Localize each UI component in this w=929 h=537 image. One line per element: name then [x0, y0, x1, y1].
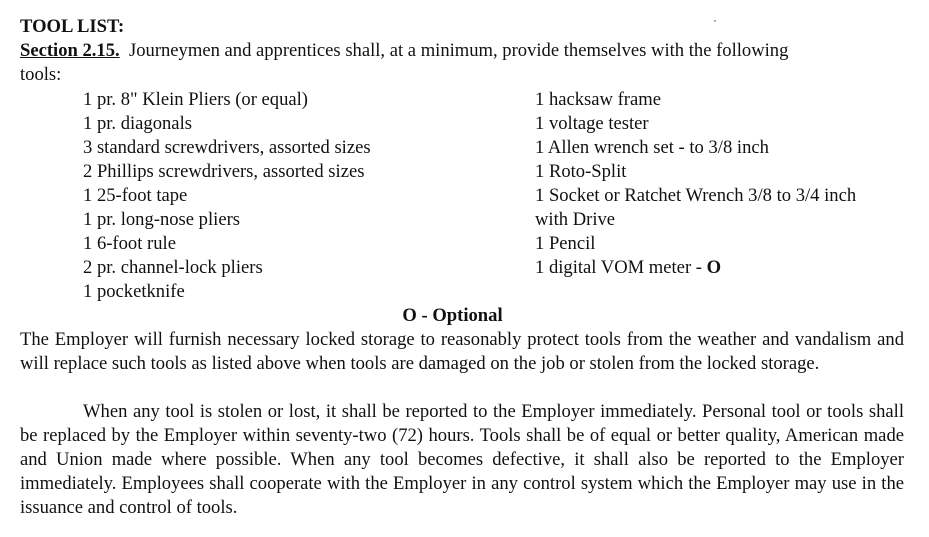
list-item: with Drive	[535, 209, 616, 230]
list-item: 1 Socket or Ratchet Wrench 3/8 to 3/4 inch	[535, 185, 857, 206]
list-item-optional	[535, 256, 856, 280]
storage-paragraph: The Employer will furnish necessary locked storage to reasonably protect tools from the weather and vandalism and will replace such tools as listed above when tools are damaged on the job or stolen from the locked storage.	[20, 329, 904, 374]
tool-list-heading: TOOL LIST:	[20, 16, 125, 37]
section-label: Section 2.15.	[20, 40, 120, 61]
scan-speck	[714, 20, 716, 22]
list-item: 1 hacksaw frame	[535, 89, 661, 110]
list-item: 1 Roto-Split	[535, 161, 627, 182]
optional-legend	[0, 304, 929, 328]
section-text: Journeymen and apprentices shall, at a minimum, provide themselves with the following	[128, 40, 789, 61]
list-item: 2 pr. channel-lock pliers	[83, 257, 263, 278]
list-item: 1 6-foot rule	[83, 233, 176, 254]
tool-list-left	[83, 88, 371, 304]
section-text-continued: tools:	[20, 64, 62, 85]
section-intro	[20, 39, 920, 63]
list-item: 1 Allen wrench set - to 3/8 inch	[535, 137, 769, 158]
list-item: 1 pr. long-nose pliers	[83, 209, 240, 230]
list-item: 1 pr. 8" Klein Pliers (or equal)	[83, 89, 308, 110]
list-item: 1 voltage tester	[535, 113, 649, 134]
list-item-text: 1 digital VOM meter -	[535, 257, 707, 278]
list-item: 3 standard screwdrivers, assorted sizes	[83, 137, 371, 158]
optional-legend-text: O - Optional	[402, 305, 503, 326]
list-item: 1 pocketknife	[83, 281, 185, 302]
list-item: 1 25-foot tape	[83, 185, 188, 206]
list-item: 1 pr. diagonals	[83, 113, 192, 134]
lost-tools-paragraph: When any tool is stolen or lost, it shall be reported to the Employer immediately. Personal tool or tools shall be replaced by the Employer within seventy-two (72) hours. Tools shall be of equal or better quality, American made and Union made where possible. When any tool becomes defective, it shall also be reported to the Employer immediately. Employees shall cooperate with the Employer in any control system which the Employer may use in the issuance and control of tools.	[20, 401, 904, 518]
optional-marker: O	[706, 257, 722, 278]
list-item: 1 Pencil	[535, 233, 596, 254]
tool-list-right	[535, 88, 856, 280]
list-item: 2 Phillips screwdrivers, assorted sizes	[83, 161, 365, 182]
